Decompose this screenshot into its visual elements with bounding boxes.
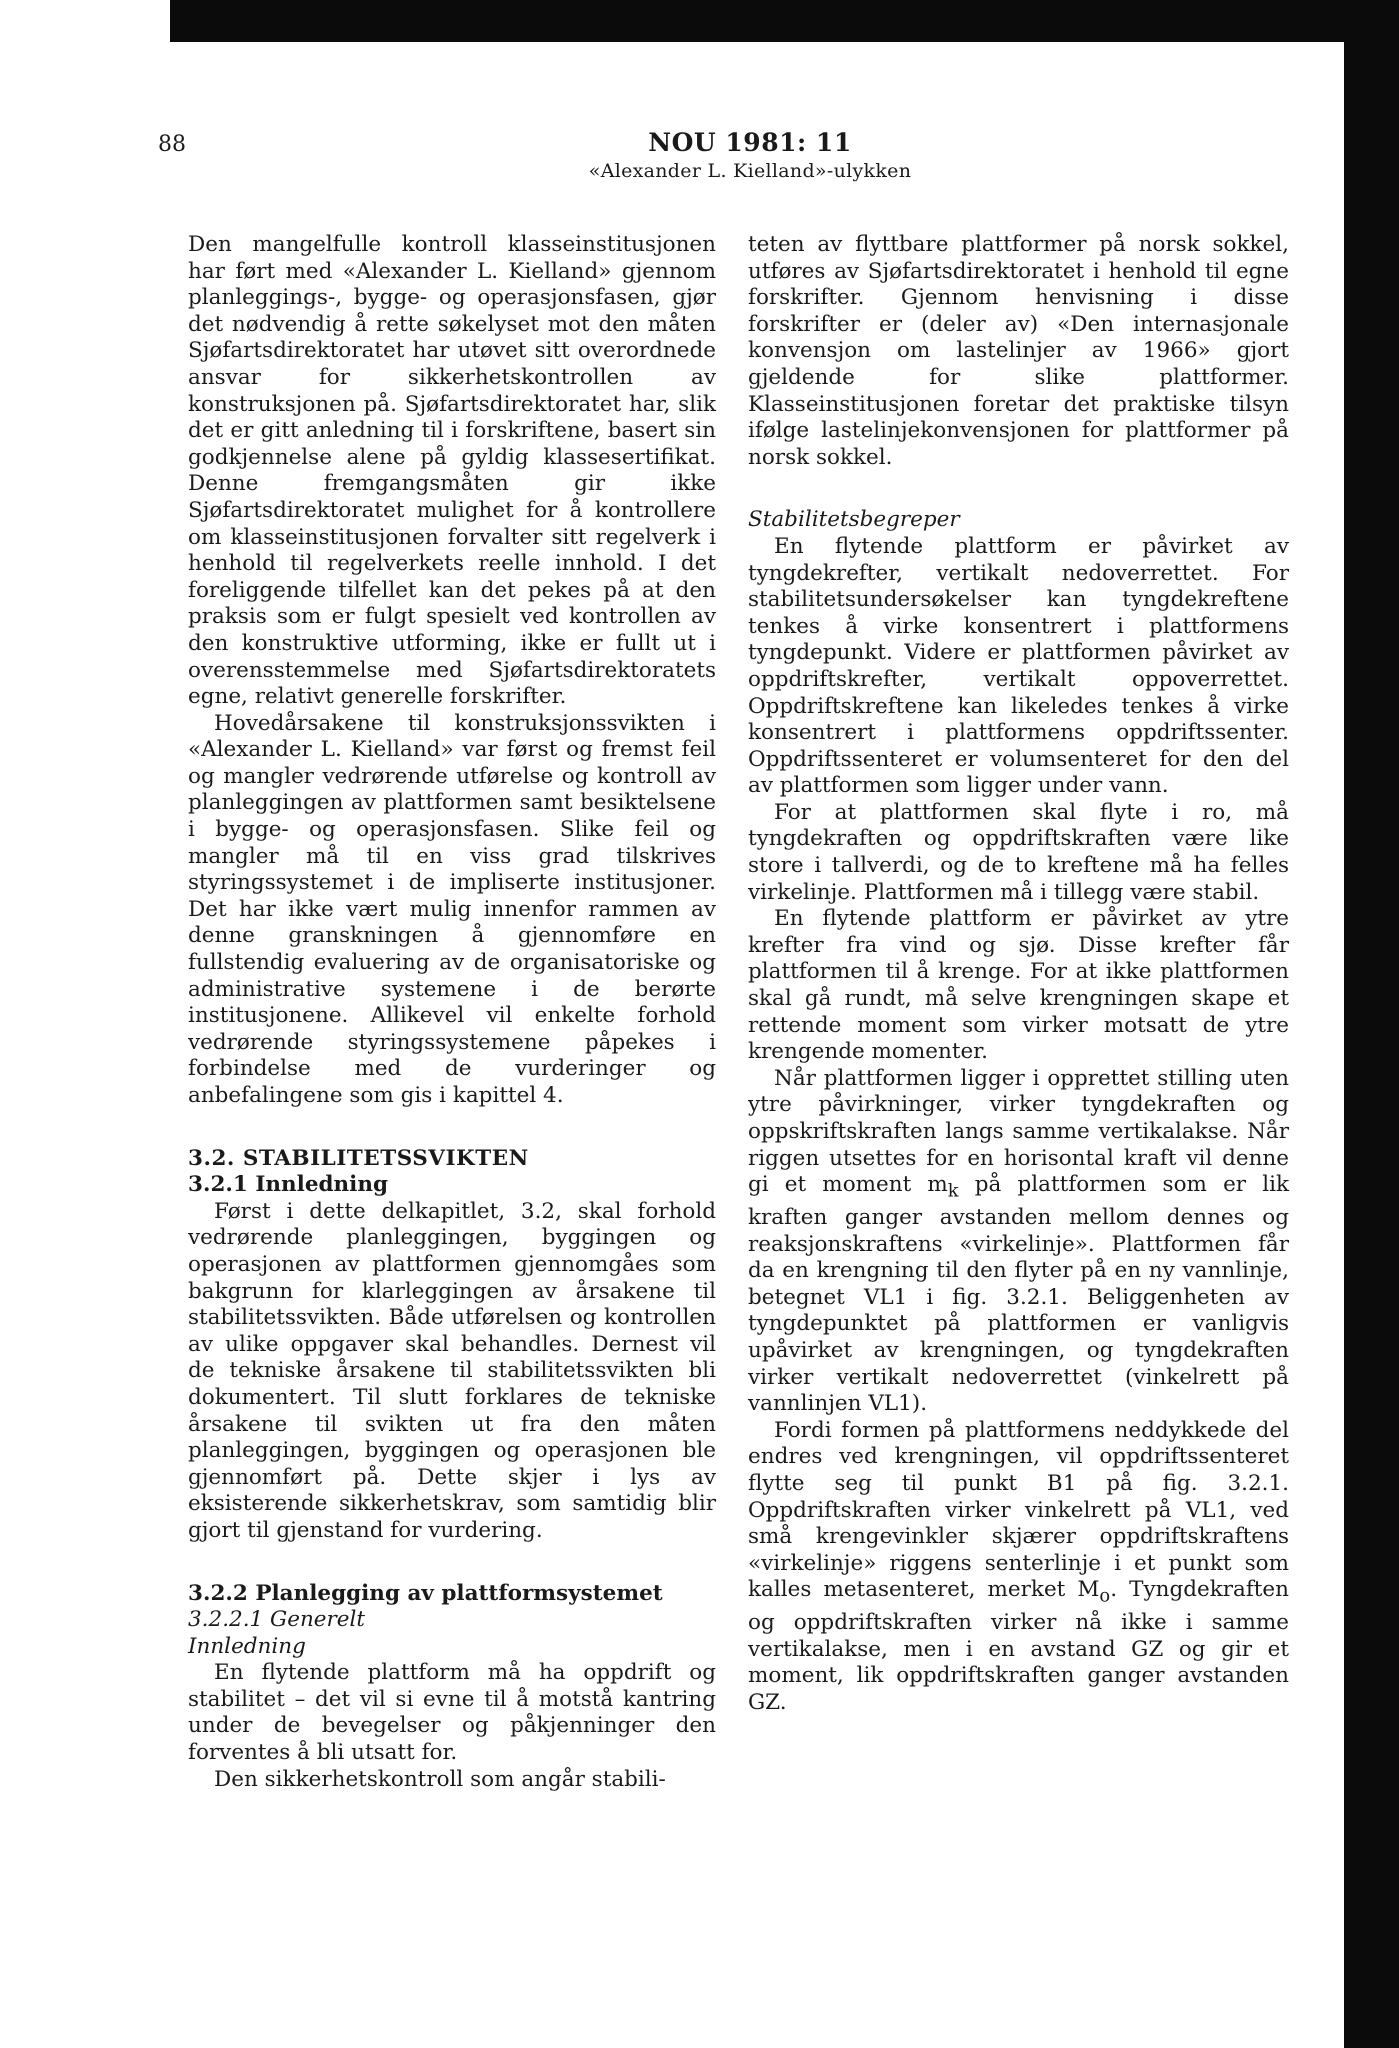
run-in-heading: Innledning [188,1633,306,1659]
text-run: på plattformen som er lik kraften ganger avstanden mellom dennes og reaksjonskraftens «virkelinje». Plattformen får da en krengning til den flyter på en ny vannlinje, betegnet VL1 i fig. 3.2.1. Beliggenheten av tyngdepunktet på plattformen er vanligvis upåvirket av krengningen, og tyngdekraften virker vertikalt nedoverrettet (vinkelrett på vannlinjen VL1). [748,1172,1289,1417]
paragraph: For at plattformen skal flyte i ro, må tyngdekraften og oppdriftskraften være like store i tallverdi, og de to kreftene må ha felles virkelinje. Plattformen må i tillegg være stabil. [748,799,1289,905]
paragraph: Hovedårsakene til konstruksjonssvikten i «Alexander L. Kielland» var først og fremst feil og mangler vedrørende utførelse og kontroll av planleggingen av plattformen samt besiktelsene i bygge- og operasjonsfasen. Slike feil og mangler må til en viss grad tilskrives styringssystemet i de impliserte institusjoner. Det har ikke vært mulig innenfor rammen av denne granskningen å gjennomføre en fullstendig evaluering av de organisatoriske og administrative systemene i de berørte institusjonene. Allikevel vil enkelte forhold vedrørende styringssystemene påpekes i forbindelse med de vurderinger og anbefalingene som gis i kapittel 4. [188,710,716,1108]
subsection-heading: 3.2.1 Innledning [188,1172,388,1198]
text-run: Fordi formen på plattformens neddykkede del endres ved krengningen, vil oppdriftssenteret flytte seg til punkt B1 på fig. 3.2.1. Oppdriftskraften virker vinkelrett på VL1, ved små krengevinkler skjærer oppdriftskraftens «virkelinje» riggens senterlinje i et punkt som kalles metasenteret, merket M [748,1417,1289,1603]
right-column [748,232,1289,1717]
subsubsection-heading: 3.2.2.1 Generelt [188,1607,366,1633]
subscript: k [947,1180,959,1202]
text-run: Når plattformen ligger i opprettet stilling uten ytre påvirkninger, virker tyngdekraften og oppskriftskraften langs samme vertikalakse. Når riggen utsettes for en horisontal kraft vil denne gi et moment m [748,1065,1289,1198]
subscript: o [1099,1585,1111,1607]
paragraph: Den mangelfulle kontroll klasseinstitusjonen har ført med «Alexander L. Kielland» gjennom planleggings-, bygge- og operasjonsfasen, gjør det nødvendig å rette søkelyset mot den måten Sjøfartsdirektoratet har utøvet sitt overordnede ansvar for sikkerhetskontrollen av konstruksjonen på. Sjøfartsdirektoratet har, slik det er gitt anledning til i forskriftene, basert sin godkjennelse alene på gyldig klassesertifikat. Denne fremgangsmåten gir ikke Sjøfartsdirektoratet mulighet for å kontrollere om klasseinstitusjonen forvalter sitt regelverk i henhold til regelverkets reelle innhold. I det foreliggende tilfellet kan det pekes på at den praksis som er fulgt spesielt ved kontrollen av den konstruktive utforming, ikke er fullt ut i overensstemmelse med Sjøfartsdirektoratets egne, relativt generelle forskrifter. [188,232,716,710]
paragraph: Den sikkerhetskontroll som angår stabili- [214,1766,666,1792]
text-run: . Tyngdekraften og oppdriftskraften virker nå ikke i samme vertikalakse, men i en avstand GZ og gir et moment, lik oppdriftskraften ganger avstanden GZ. [748,1577,1289,1716]
paragraph: En flytende plattform er påvirket av ytre krefter fra vind og sjø. Disse krefter får plattformen til å krenge. For at ikke plattformen skal gå rundt, må selve krengningen skape et rettende moment som virker motsatt de ytre krengende momenter. [748,906,1289,1065]
subsection-heading: 3.2.2 Planlegging av plattformsystemet [188,1580,663,1606]
paragraph [748,1418,1289,1717]
spacer [188,1110,716,1146]
spacer [748,471,1289,507]
paragraph: En flytende plattform er påvirket av tyngdekrefter, vertikalt nedoverrettet. For stabilitetsundersøkelser kan tyngdekreftene tenkes å virke konsentrert i plattformens tyngdepunkt. Videre er plattformen påvirket av oppdriftskrefter, vertikalt oppoverrettet. Oppdriftskreftene kan likeledes tenkes å virke konsentrert i plattformens oppdriftssenter. Oppdriftssenteret er volumsenteret for den del av plattformen som ligger under vann. [748,533,1289,799]
paragraph [748,1066,1289,1418]
section-heading: 3.2. STABILITETSSVIKTEN [188,1145,529,1171]
paragraph: teten av flyttbare plattformer på norsk sokkel, utføres av Sjøfartsdirektoratet i henhold til egne forskrifter. Gjennom henvisning i disse forskrifter er (deler av) «Den internasjonale konvensjon om lastelinjer av 1966» gjort gjeldende for slike plattformer. Klasseinstitusjonen foretar det praktiske tilsyn ifølge lastelinjekonvensjonen for plattformer på norsk sokkel. [748,232,1289,470]
spacer [188,1545,716,1581]
paragraph: Først i dette delkapitlet, 3.2, skal forhold vedrørende planleggingen, byggingen og operasjonen av plattformen gjennomgåes som bakgrunn for klarleggingen av årsakene til stabilitetssvikten. Både utførelsen og kontrollen av ulike oppgaver skal behandles. Dernest vil de tekniske årsakene til stabilitetssvikten bli dokumentert. Til slutt forklares de tekniske årsakene til svikten ut fra den måten planleggingen, byggingen og operasjonen ble gjennomført på. Dette skjer i lys av eksisterende sikkerhetskrav, som samtidig blir gjort til gjenstand for vurdering. [188,1198,716,1543]
running-title: NOU 1981: 11 [648,128,852,157]
run-in-heading: Stabilitetsbegreper [748,507,960,533]
paragraph: En flytende plattform må ha oppdrift og stabilitet – det vil si evne til å motstå kantring under de bevegelser og påkjenninger den forventes å bli utsatt for. [188,1660,716,1766]
scan-border-top [170,0,1344,42]
running-subtitle: «Alexander L. Kielland»-ulykken [588,160,912,182]
left-column [188,232,716,1793]
scan-border-right [1344,0,1399,2048]
page-number: 88 [158,132,186,157]
